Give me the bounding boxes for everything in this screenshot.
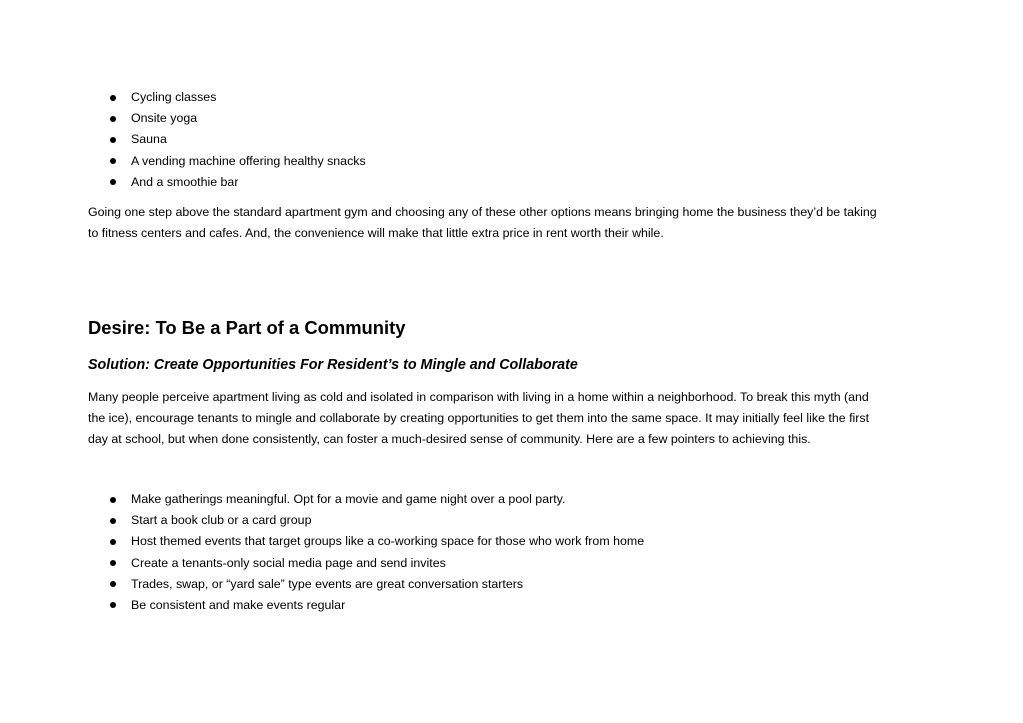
list-item	[110, 129, 970, 150]
bullet-icon	[110, 497, 116, 503]
list-item-text: Be consistent and make events regular	[131, 597, 346, 612]
paragraph-line: to fitness centers and cafes. And, the convenience will make that little extra price in rent worth their while.	[88, 226, 664, 241]
section-heading: Desire: To Be a Part of a Community	[88, 317, 406, 338]
bullet-icon	[110, 581, 116, 587]
list-item	[110, 87, 970, 108]
bullet-icon	[110, 179, 116, 185]
bullet-icon	[110, 539, 116, 545]
community-paragraph	[88, 387, 948, 451]
list-item	[110, 595, 970, 616]
bullet-icon	[110, 560, 116, 566]
list-item	[110, 510, 970, 531]
list-item	[110, 151, 970, 172]
list-item-text: A vending machine offering healthy snacks	[131, 153, 366, 168]
list-item-text: Cycling classes	[131, 90, 217, 104]
list-item-text: Trades, swap, or “yard sale” type events are great conversation starters	[131, 576, 524, 591]
paragraph-line: Many people perceive apartment living as cold and isolated in comparison with living in a home within a neighborhood. To break this myth (and	[88, 390, 869, 404]
bullet-icon	[110, 95, 116, 101]
list-item	[110, 531, 970, 552]
section-subheading: Solution: Create Opportunities For Resident’s to Mingle and Collaborate	[88, 357, 578, 373]
list-item-text: And a smoothie bar	[131, 174, 239, 189]
paragraph-line: day at school, but when done consistently, can foster a much-desired sense of community. Here are a few pointers to achieving this.	[88, 432, 811, 447]
gym-paragraph	[88, 202, 948, 244]
bullet-icon	[110, 116, 116, 122]
list-item	[110, 172, 970, 193]
list-item-text: Create a tenants-only social media page and send invites	[131, 555, 446, 570]
bullet-icon	[110, 602, 116, 608]
list-item	[110, 489, 970, 510]
list-item	[110, 553, 970, 574]
paragraph-line: Going one step above the standard apartment gym and choosing any of these other options means bringing home the business they’d be taking	[88, 205, 877, 219]
paragraph-line: the ice), encourage tenants to mingle and collaborate by creating opportunities to get them into the same space. It may initially feel like the first	[88, 411, 870, 426]
list-item-text: Sauna	[131, 132, 167, 147]
list-item	[110, 574, 970, 595]
community-pointers-bullet-list	[110, 489, 970, 616]
bullet-icon	[110, 137, 116, 143]
list-item-text: Onsite yoga	[131, 111, 198, 126]
bullet-icon	[110, 158, 116, 164]
list-item-text: Host themed events that target groups like a co-working space for those who work from home	[131, 534, 645, 549]
list-item-text: Make gatherings meaningful. Opt for a movie and game night over a pool party.	[131, 492, 566, 506]
list-item	[110, 108, 970, 129]
list-item-text: Start a book club or a card group	[131, 513, 312, 528]
bullet-icon	[110, 518, 116, 524]
amenities-bullet-list	[110, 87, 970, 193]
